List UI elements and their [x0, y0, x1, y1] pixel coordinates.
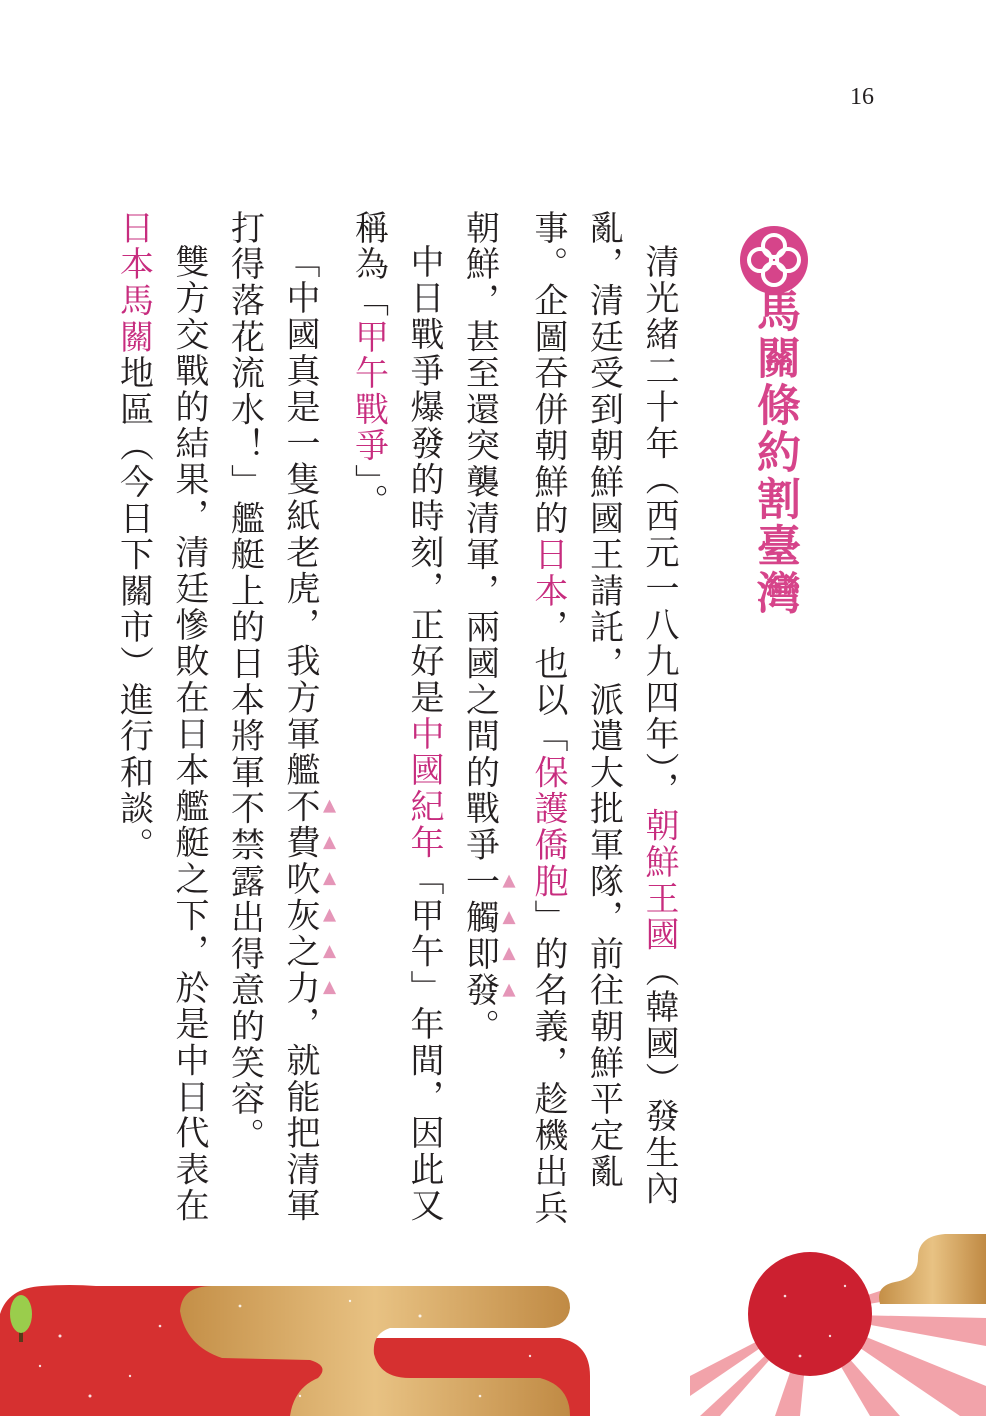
emphasis-idiom: 不費吹灰之力 [280, 788, 320, 1007]
paragraph-1 [451, 210, 686, 1260]
text-run: 。 [459, 1008, 500, 1045]
gold-cloud-right [879, 1234, 986, 1304]
text-run: （韓國）發生內亂，清廷受到朝鮮國王請託，派遣大批軍隊，前往朝鮮平定亂事。企圖吞併朝鮮的 [528, 210, 679, 1208]
highlight-term: 甲午戰爭 [348, 318, 389, 465]
rising-sun [748, 1252, 872, 1376]
flower-crest-icon [738, 224, 810, 296]
text-run: 」。 [348, 464, 389, 520]
highlight-term: 日本馬關 [113, 210, 154, 356]
text-run: 清光緒二十年（西元一八九四年）， [639, 244, 679, 808]
paragraph-2 [340, 210, 451, 1260]
text-run: ，也以「 [528, 609, 568, 755]
highlight-term: 日本 [528, 536, 568, 610]
text-run: 中日戰爭爆發的時刻，正好是 [404, 244, 444, 716]
text-run: ，就能把清軍打得落花流水！」艦艇上的日本將軍不禁露出得意的笑容。 [224, 210, 320, 1225]
text-run: 」的名義，趁機出兵朝鮮，甚至還突襲清軍，兩國之間的戰爭 [459, 210, 568, 1227]
body-text [105, 210, 686, 1260]
paragraph-3 [216, 210, 340, 1260]
highlight-term: 保護僑胞 [528, 754, 568, 900]
emphasis-idiom: 一觸即發 [459, 863, 500, 1009]
paragraph-4 [105, 210, 216, 1260]
text-run: 雙方交戰的結果，清廷慘敗在日本艦艇之下，於是中日代表在 [169, 244, 209, 1225]
chapter-title: 馬關條約割臺灣 [749, 288, 800, 617]
footer-decoration [0, 1226, 986, 1416]
text-run: 「甲午」年間，因此又稱為「 [348, 210, 444, 1225]
text-run: 「中國真是一隻紙老虎，我方軍艦 [280, 244, 320, 789]
highlight-term: 朝鮮王國 [639, 807, 679, 954]
highlight-term: 中國紀年 [404, 715, 444, 862]
page-number: 16 [850, 84, 874, 110]
text-run: 地區（今日下關市）進行和談。 [113, 355, 154, 864]
